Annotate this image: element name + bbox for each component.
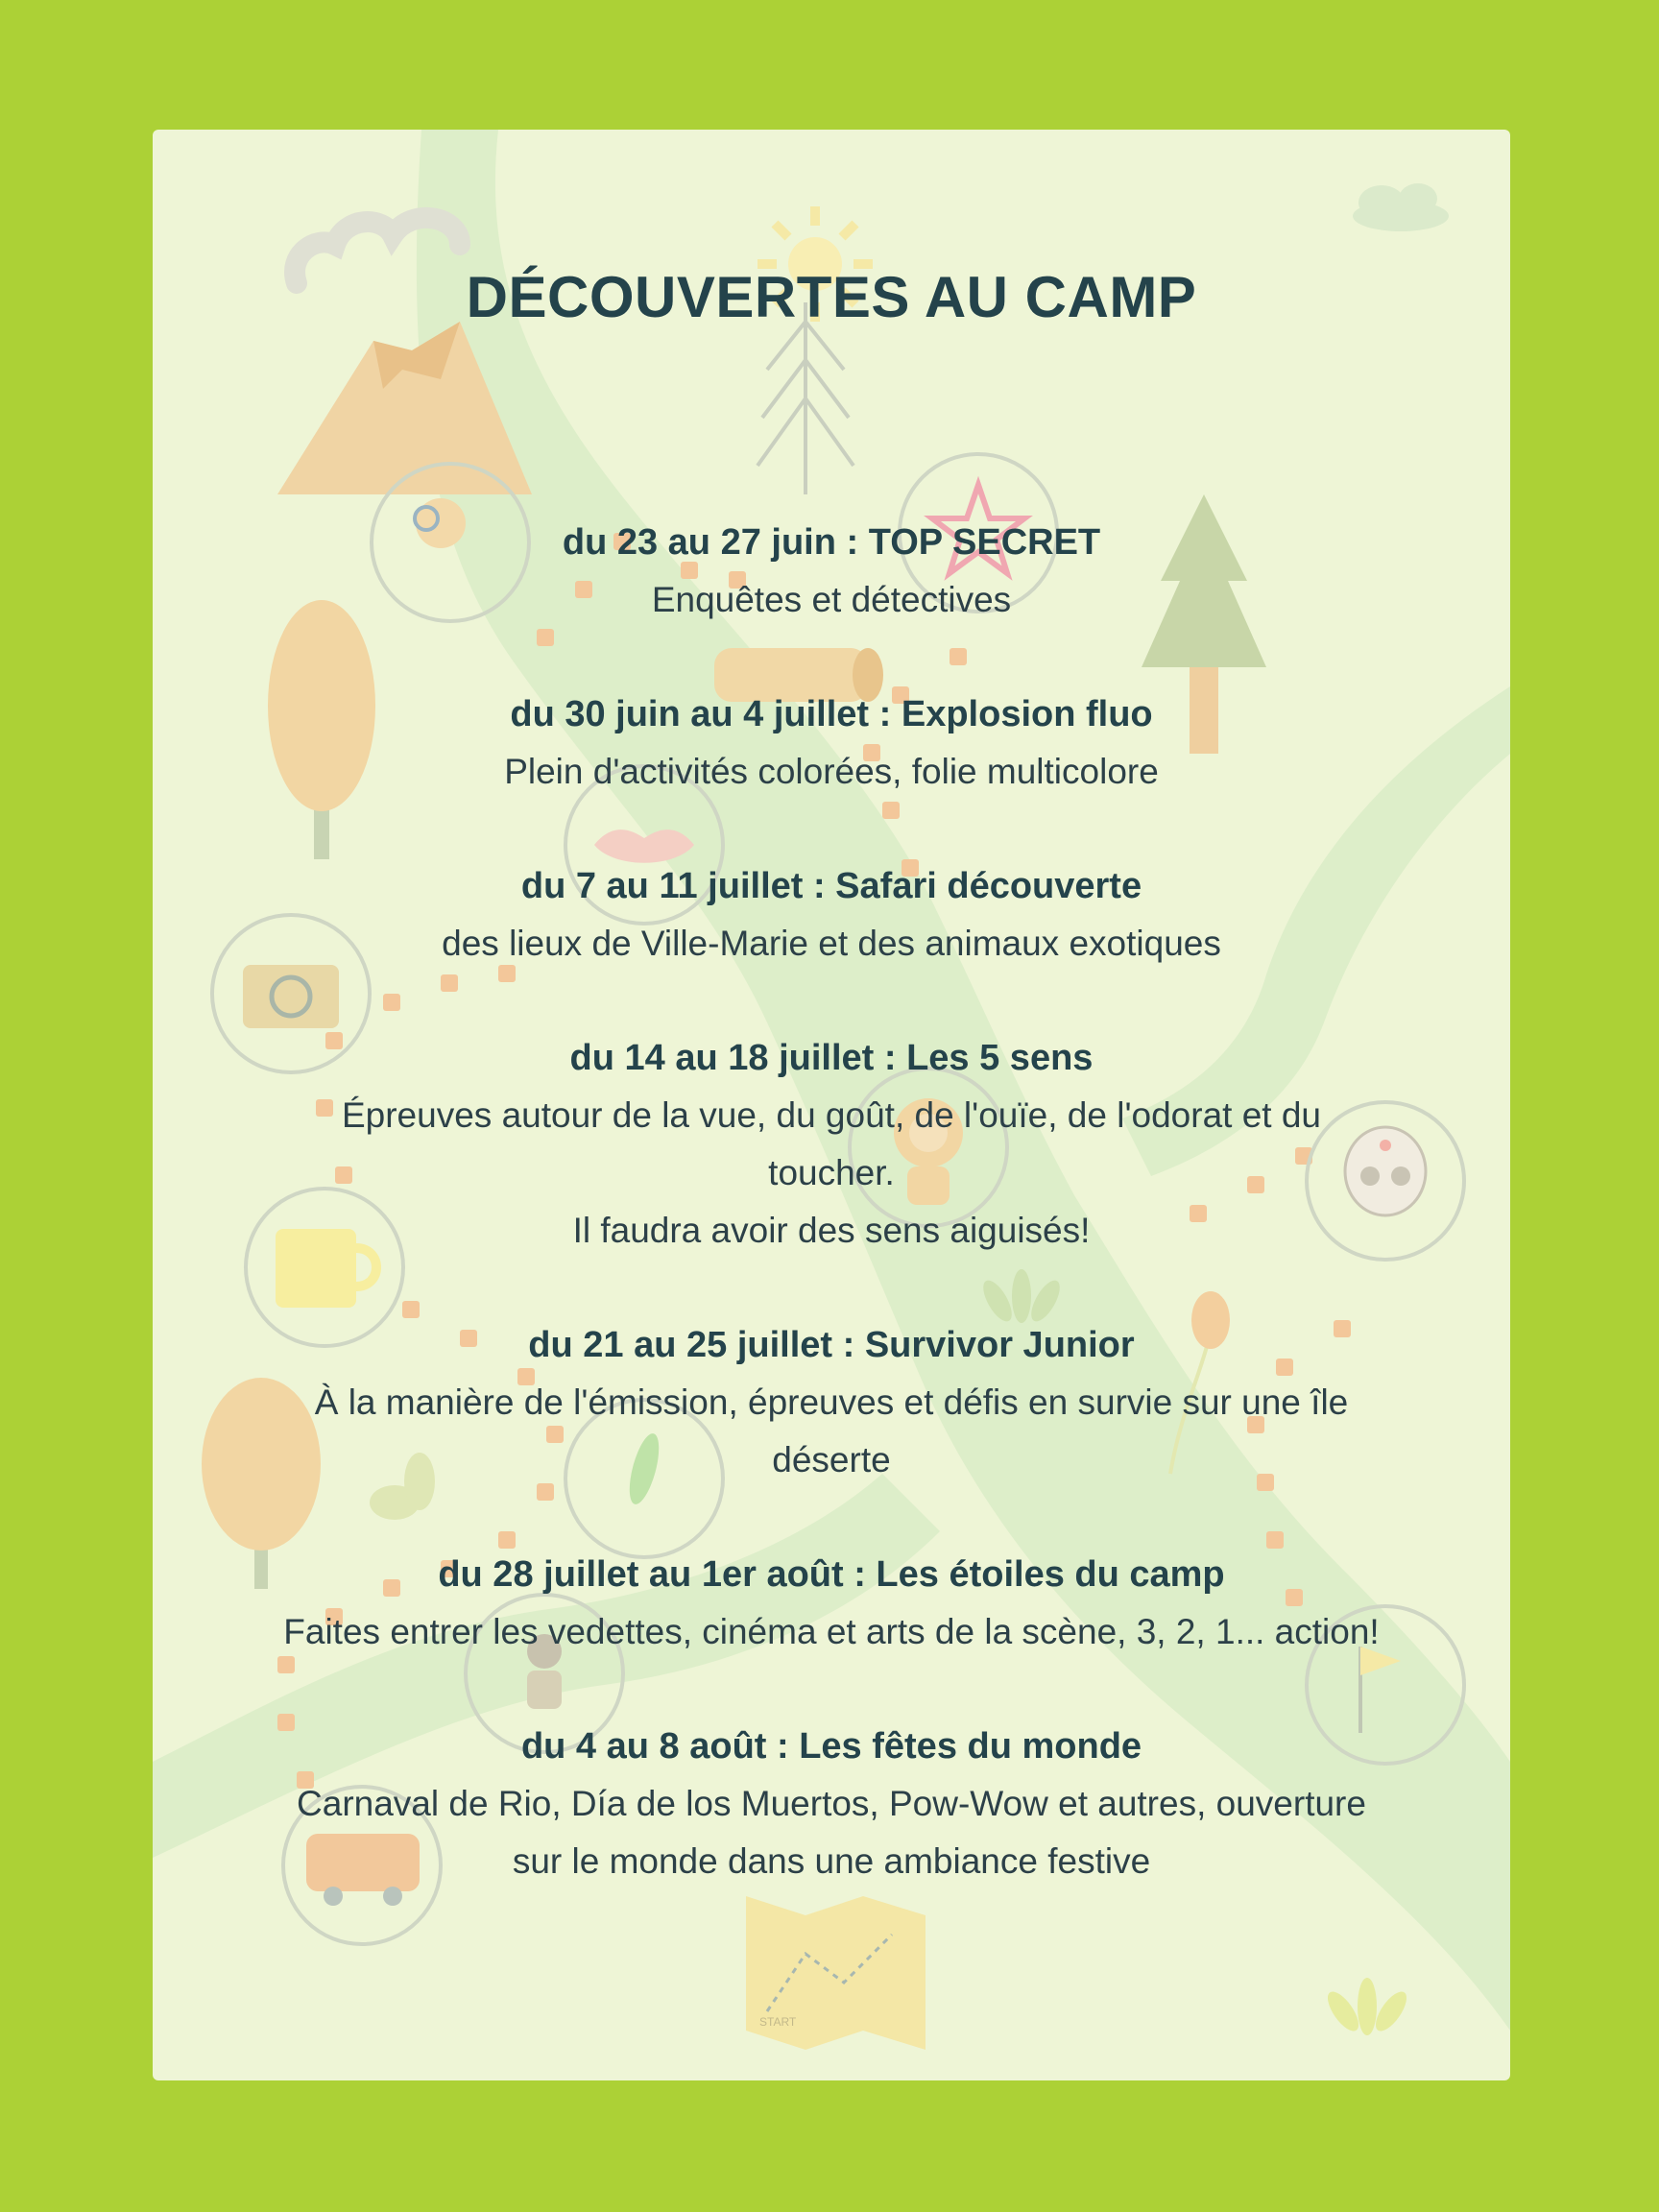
page-title: DÉCOUVERTES AU CAMP <box>466 265 1197 329</box>
session-description-line: À la manière de l'émission, épreuves et défis en survie sur une île <box>314 1382 1349 1422</box>
session-list <box>172 514 1491 1947</box>
session-description: Faites entrer les vedettes, cinéma et arts de la scène, 3, 2, 1... action! <box>283 1612 1380 1651</box>
list-item <box>172 857 1491 973</box>
session-description-line: Carnaval de Rio, Día de los Muertos, Pow-Wow et autres, ouverture <box>297 1784 1366 1823</box>
session-heading: du 28 juillet au 1er août : Les étoiles du camp <box>438 1554 1225 1595</box>
list-item <box>172 685 1491 801</box>
session-heading: du 30 juin au 4 juillet : Explosion fluo <box>510 694 1153 734</box>
session-heading: du 14 au 18 juillet : Les 5 sens <box>569 1038 1094 1078</box>
poster-panel <box>153 130 1510 2080</box>
session-heading: du 23 au 27 juin : TOP SECRET <box>562 522 1101 563</box>
session-description: Enquêtes et détectives <box>651 580 1012 619</box>
list-item <box>172 1029 1491 1260</box>
session-description-line: Épreuves autour de la vue, du goût, de l'ouïe, de l'odorat et du <box>341 1095 1321 1135</box>
poster-content <box>153 130 1510 2080</box>
list-item <box>172 1316 1491 1489</box>
session-description: Plein d'activités colorées, folie multicolore <box>504 752 1159 791</box>
list-item <box>172 1718 1491 1890</box>
session-heading: du 4 au 8 août : Les fêtes du monde <box>520 1726 1142 1767</box>
list-item <box>172 514 1491 629</box>
session-heading: du 7 au 11 juillet : Safari découverte <box>520 866 1142 906</box>
svg-text:START: START <box>759 2015 797 2029</box>
list-item <box>172 1546 1491 1661</box>
session-description-line: sur le monde dans une ambiance festive <box>512 1841 1151 1881</box>
session-description-line: Il faudra avoir des sens aiguisés! <box>572 1211 1091 1250</box>
session-description-line: toucher. <box>768 1153 895 1192</box>
session-description-line: déserte <box>772 1440 891 1479</box>
session-heading: du 21 au 25 juillet : Survivor Junior <box>528 1325 1135 1365</box>
session-description: des lieux de Ville-Marie et des animaux exotiques <box>442 924 1221 963</box>
